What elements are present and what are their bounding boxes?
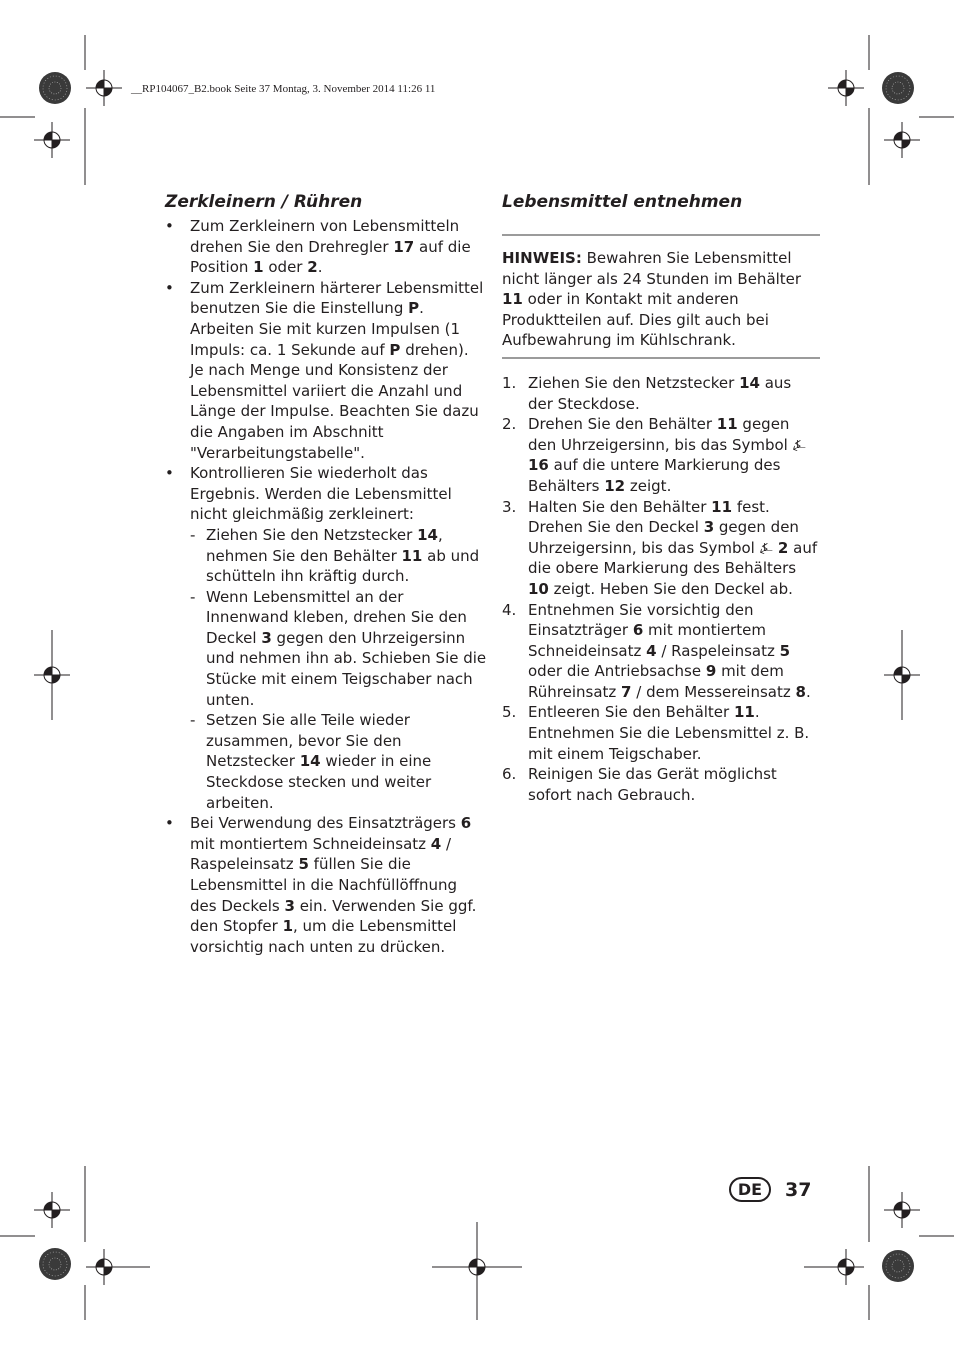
text-run: ab und schütteln ihn kräftig durch. (206, 546, 480, 586)
text-run: Setzen Sie alle Teile wieder zusammen, bevor Sie den Netzstecker (206, 711, 410, 771)
text-run: Entleeren Sie den Behälter (528, 703, 734, 722)
text-run: füllen Sie die Lebensmittel in die Nachfüllöffnung des Deckels (190, 855, 458, 915)
text-run: auf die untere Markierung des Behälters (528, 456, 781, 495)
unlock-icon: ⍼ (792, 435, 806, 454)
print-header-info: __RP104067_B2.book Seite 37 Montag, 3. November 2014 11:26 11 (131, 83, 436, 95)
text-run: gegen den Uhrzeigersinn und nehmen ihn ab. Schieben Sie die Stücke mit einem Teigschaber nach unten. (206, 628, 487, 709)
text-run: / Raspeleinsatz (656, 641, 780, 660)
part-number: P (389, 340, 401, 359)
part-number: 7 (621, 682, 632, 701)
part-number: 11 (401, 546, 423, 565)
text-run: ein. Verwenden Sie ggf. den Stopfer (190, 896, 477, 936)
part-number: 1 (282, 917, 294, 936)
registration-cross-icon (884, 1192, 920, 1228)
registration-star-icon (882, 72, 914, 104)
text-run: Ziehen Sie den Netzstecker (528, 373, 740, 392)
text-run: fest. Drehen Sie den Deckel (528, 497, 770, 537)
text-run: . Arbeiten Sie mit kurzen Impulsen (1 Impuls: ca. 1 Sekunde auf (190, 299, 461, 359)
text-run: Reinigen Sie das Gerät möglichst sofort nach Gebrauch. (528, 765, 777, 804)
step-number: 6. (502, 765, 517, 784)
part-number: 16 (528, 456, 549, 475)
text-run: , nehmen Sie den Behälter (206, 525, 443, 565)
part-number: 10 (528, 579, 549, 598)
part-number: 2 (307, 258, 318, 277)
part-number: P (408, 299, 420, 318)
section-heading-zerkleinern: Zerkleinern / Rühren (165, 192, 363, 212)
text-run: Halten Sie den Behälter (528, 497, 712, 516)
text-run: / Raspeleinsatz (190, 834, 452, 874)
part-number: 14 (739, 373, 760, 392)
text-run: . (805, 682, 811, 701)
text-run: oder (263, 258, 308, 277)
registration-cross-icon (828, 1249, 864, 1285)
part-number: 2 (772, 538, 789, 557)
part-number: 6 (632, 621, 644, 640)
text-run: zeigt. (625, 476, 672, 495)
part-number: 14 (417, 525, 438, 544)
step-number: 5. (502, 703, 517, 722)
text-run: , um die Lebensmittel vorsichtig nach unten zu drücken. (190, 917, 457, 956)
part-number: 4 (430, 834, 442, 853)
part-number: 6 (460, 814, 472, 833)
text-run: mit dem Rühreinsatz (528, 662, 784, 701)
registration-cross-icon (34, 1192, 70, 1228)
language-badge: DE (729, 1177, 771, 1202)
part-number: 3 (284, 896, 295, 915)
part-number: 3 (703, 518, 715, 537)
part-number: 5 (298, 855, 309, 874)
text-run: wieder in eine Steckdose stecken und weiter arbeiten. (206, 752, 432, 812)
registration-star-icon (882, 1250, 914, 1282)
part-number: 3 (261, 628, 272, 647)
registration-star-icon (39, 1248, 71, 1280)
text-run: Entnehmen Sie vorsichtig den Einsatzträger (528, 600, 754, 640)
note-label: HINWEIS: (502, 249, 582, 267)
step-number: 2. (502, 415, 517, 434)
text-run: Wenn Lebensmittel an der Innenwand kleben, drehen Sie den Deckel (206, 587, 467, 647)
part-number: 17 (393, 237, 415, 256)
text-run: auf die Position (190, 237, 471, 277)
part-number: 14 (299, 752, 321, 771)
part-number: 4 (646, 641, 657, 660)
step-number: 1. (502, 373, 517, 392)
part-number: 11 (716, 415, 738, 434)
text-run: zeigt. Heben Sie den Deckel ab. (548, 579, 793, 598)
text-run: auf die obere Markierung des Behälters (528, 538, 818, 578)
section-heading-entnehmen: Lebensmittel entnehmen (502, 192, 743, 212)
part-number: 1 (253, 258, 264, 277)
text-run: Kontrollieren Sie wiederholt das Ergebnis. Werden die Lebensmittel nicht gleichmäßig zerkleinert: (190, 464, 452, 524)
registration-cross-icon (884, 122, 920, 158)
text-run: mit montiertem Schneideinsatz (528, 621, 766, 660)
step-number: 3. (502, 497, 517, 516)
registration-cross-icon (34, 122, 70, 158)
text-run: aus der Steckdose. (528, 373, 792, 413)
part-number: 5 (779, 641, 791, 660)
part-number: 8 (795, 682, 806, 701)
text-run: gegen den Uhrzeigersinn, bis das Symbol (528, 518, 799, 557)
part-number: 11 (733, 703, 755, 722)
text-run: Zum Zerkleinern von Lebensmitteln drehen Sie den Drehregler (190, 217, 460, 256)
part-number: 9 (705, 662, 717, 681)
text-run: drehen). Je nach Menge und Konsistenz der Lebensmittel variiert die Anzahl und Länge der Impulse. Beachten Sie dazu die Angaben im Abschnitt "Verarbeitungstabelle". (190, 340, 479, 462)
registration-star-icon (39, 72, 71, 104)
note-ref: 11 (502, 290, 523, 309)
registration-cross-icon (828, 70, 864, 106)
note-text: Bewahren Sie Lebensmittel nicht länger als 24 Stunden im Behälter (502, 249, 802, 288)
text-run: gegen den Uhrzeigersinn, bis das Symbol (528, 415, 793, 454)
part-number: 12 (604, 476, 626, 495)
page-number: 37 (785, 1178, 812, 1201)
unlock-icon: ⍼ (759, 538, 773, 557)
note-text-2: oder in Kontakt mit anderen Produktteilen auf. Dies gilt auch bei Aufbewahrung im Kühlschrank. (502, 290, 769, 350)
text-run: Bei Verwendung des Einsatzträgers (190, 814, 461, 833)
step-number: 4. (502, 600, 517, 619)
text-run: . Entnehmen Sie die Lebensmittel z. B. mit einem Teigschaber. (528, 703, 810, 763)
text-run: Drehen Sie den Behälter (528, 415, 717, 434)
text-run: Zum Zerkleinern härterer Lebensmittel benutzen Sie die Einstellung (190, 278, 484, 318)
registration-cross-icon (86, 1249, 122, 1285)
text-run: . (317, 258, 323, 277)
text-run: mit montiertem Schneideinsatz (190, 834, 431, 853)
part-number: 11 (711, 497, 733, 516)
text-run: oder die Antriebsachse (528, 662, 706, 681)
text-run: / dem Messereinsatz (631, 682, 796, 701)
text-run: Ziehen Sie den Netzstecker (206, 525, 418, 544)
registration-cross-icon (86, 70, 122, 106)
